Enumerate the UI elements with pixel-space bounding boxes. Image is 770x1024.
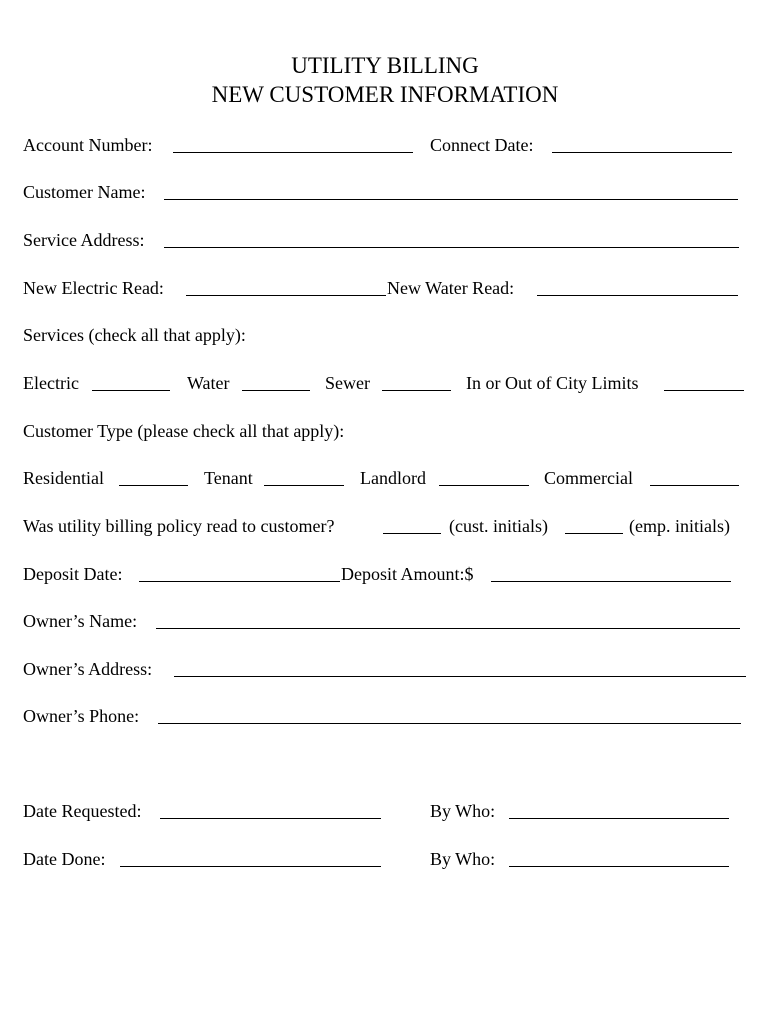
new-water-read-label: New Water Read: bbox=[387, 278, 515, 298]
customer-name-label: Customer Name: bbox=[23, 182, 146, 202]
landlord-check-field[interactable] bbox=[439, 485, 529, 486]
service-address-field[interactable] bbox=[164, 247, 739, 248]
customer-name-field[interactable] bbox=[164, 199, 738, 200]
deposit-amount-field[interactable] bbox=[491, 581, 731, 582]
owners-address-label: Owner’s Address: bbox=[23, 659, 153, 679]
residential-label: Residential bbox=[23, 468, 104, 488]
owners-phone-label: Owner’s Phone: bbox=[23, 706, 140, 726]
owners-phone-field[interactable] bbox=[158, 723, 741, 724]
policy-question-label: Was utility billing policy read to customer? bbox=[23, 516, 335, 536]
date-done-field[interactable] bbox=[120, 866, 381, 867]
deposit-amount-label: Deposit Amount:$ bbox=[341, 564, 474, 584]
water-label: Water bbox=[187, 373, 230, 393]
tenant-check-field[interactable] bbox=[264, 485, 344, 486]
connect-date-label: Connect Date: bbox=[430, 135, 534, 155]
date-requested-field[interactable] bbox=[160, 818, 381, 819]
new-water-read-field[interactable] bbox=[537, 295, 738, 296]
emp-initials-field-blank[interactable] bbox=[565, 533, 623, 534]
owners-address-field[interactable] bbox=[174, 676, 746, 677]
services-heading: Services (check all that apply): bbox=[23, 325, 246, 345]
tenant-label: Tenant bbox=[204, 468, 253, 488]
electric-label: Electric bbox=[23, 373, 79, 393]
cust-initials-label: (cust. initials) bbox=[449, 516, 548, 536]
by-who-field-2[interactable] bbox=[509, 866, 729, 867]
date-requested-label: Date Requested: bbox=[23, 801, 142, 821]
residential-check-field[interactable] bbox=[119, 485, 188, 486]
city-limits-field[interactable] bbox=[664, 390, 744, 391]
new-electric-read-field[interactable] bbox=[186, 295, 386, 296]
form-title-line-1: UTILITY BILLING bbox=[291, 53, 479, 78]
deposit-date-field[interactable] bbox=[139, 581, 340, 582]
date-done-label: Date Done: bbox=[23, 849, 106, 869]
commercial-label: Commercial bbox=[544, 468, 633, 488]
emp-initials-label: (emp. initials) bbox=[629, 516, 730, 536]
by-who-label-1: By Who: bbox=[430, 801, 496, 821]
landlord-label: Landlord bbox=[360, 468, 426, 488]
owners-name-field[interactable] bbox=[156, 628, 740, 629]
account-number-label: Account Number: bbox=[23, 135, 153, 155]
policy-answer-field[interactable] bbox=[383, 533, 441, 534]
account-number-field[interactable] bbox=[173, 152, 413, 153]
sewer-check-field[interactable] bbox=[382, 390, 451, 391]
new-electric-read-label: New Electric Read: bbox=[23, 278, 164, 298]
customer-type-heading: Customer Type (please check all that apply): bbox=[23, 421, 345, 441]
form-title-line-2: NEW CUSTOMER INFORMATION bbox=[211, 82, 559, 107]
commercial-check-field[interactable] bbox=[650, 485, 739, 486]
deposit-date-label: Deposit Date: bbox=[23, 564, 123, 584]
by-who-label-2: By Who: bbox=[430, 849, 496, 869]
sewer-label: Sewer bbox=[325, 373, 370, 393]
electric-check-field[interactable] bbox=[92, 390, 170, 391]
owners-name-label: Owner’s Name: bbox=[23, 611, 138, 631]
service-address-label: Service Address: bbox=[23, 230, 145, 250]
water-check-field[interactable] bbox=[242, 390, 310, 391]
connect-date-field[interactable] bbox=[552, 152, 732, 153]
city-limits-label: In or Out of City Limits bbox=[466, 373, 639, 393]
by-who-field-1[interactable] bbox=[509, 818, 729, 819]
